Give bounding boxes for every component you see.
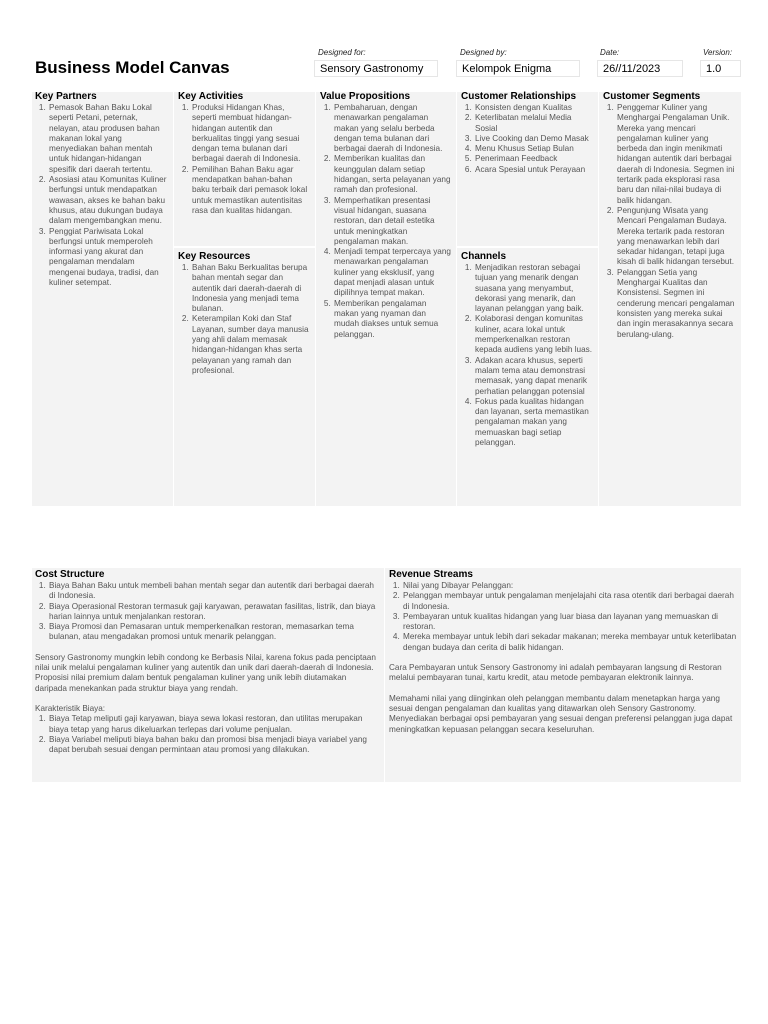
list-item: 3. Biaya Promosi dan Pemasaran untuk memperkenalkan restoran, memasarkan tema bulanan, atau mengadakan promosi untuk menarik pelanggan.: [48, 622, 380, 643]
channels-list: [461, 263, 595, 448]
key-resources-list: [178, 263, 311, 376]
list-item: 4. Menu Khusus Setiap Bulan: [474, 144, 595, 154]
list-item: 2. Pelanggan membayar untuk pengalaman menjelajahi cita rasa otentik dari berbagai daerah di Indonesia.: [402, 591, 737, 612]
value-propositions-list: [320, 103, 453, 340]
list-item: 6. Acara Spesial untuk Perayaan: [474, 165, 595, 175]
key-activities-block: [178, 91, 311, 216]
page-title: Business Model Canvas: [35, 58, 230, 77]
key-partners-title: Key Partners: [35, 91, 97, 102]
customer-segments-title: Customer Segments: [603, 91, 701, 102]
list-item: 2. Keterlibatan melalui Media Sosial: [474, 113, 595, 134]
list-item: 3. Adakan acara khusus, seperti malam tema atau demonstrasi memasak, yang dapat menarik perhatian pelanggan potensial: [474, 356, 595, 397]
customer-segments-list: [603, 103, 737, 340]
list-item: 1. Bahan Baku Berkualitas berupa bahan mentah segar dan autentik dari daerah-daerah di Indonesia yang menjadi tema bulanan.: [191, 263, 311, 314]
list-item: 2. Kolaborasi dengan komunitas kuliner, acara lokal untuk memperkenalkan restoran kepada audiens yang lebih luas.: [474, 314, 595, 355]
column-divider: [173, 92, 174, 506]
list-item: 1. Pembaharuan, dengan menawarkan pengalaman makan yang selalu berbeda dengan tema bulanan dari berbagai daerah di Indonesia.: [333, 103, 453, 154]
cost-structure-title: Cost Structure: [35, 569, 105, 580]
column-divider: [456, 92, 457, 506]
list-item: 2. Biaya Variabel meliputi biaya bahan baku dan promosi bisa menjadi biaya variabel yang dapat berubah sesuai dengan permintaan atau promosi yang dilakukan.: [48, 735, 380, 756]
list-item: 4. Mereka membayar untuk lebih dari sekadar makanan; mereka membayar untuk keterlibatan dengan budaya dan cerita di balik hidangan.: [402, 632, 737, 653]
value-propositions-title: Value Propositions: [320, 91, 411, 102]
revenue-payment-paragraph: Cara Pembayaran untuk Sensory Gastronomy ini adalah pembayaran langsung di Restoran melalui pembayaran tunai, kartu kredit, atau metode pembayaran elektronik lainnya.: [389, 663, 722, 683]
list-item: 2. Biaya Operasional Restoran termasuk gaji karyawan, perawatan fasilitas, listrik, dan biaya harian lainnya untuk menjalankan restoran.: [48, 602, 380, 623]
key-resources-block: [178, 251, 311, 376]
customer-relationships-list: [461, 103, 595, 175]
designed-by-label: Designed by:: [460, 48, 507, 57]
list-item: 3. Pembayaran untuk kualitas hidangan yang luar biasa dan layanan yang memuaskan di restoran.: [402, 612, 737, 633]
list-item: 4. Fokus pada kualitas hidangan dan layanan, serta memastikan pengalaman makan yang memuaskan bagi setiap pelanggan.: [474, 397, 595, 448]
key-activities-title: Key Activities: [178, 91, 244, 102]
list-item: 1. Produksi Hidangan Khas, seperti membuat hidangan-hidangan autentik dan berkualitas tinggi yang sesuai dengan tema bulanan dari berbagai daerah di Indonesia.: [191, 103, 311, 165]
list-item: 3. Penggiat Pariwisata Lokal berfungsi untuk memperoleh informasi yang akurat dan pengalaman mendalam mengenai budaya, tradisi, dan kuliner setempat.: [48, 227, 169, 289]
channels-block: [461, 251, 595, 448]
customer-relationships-block: [461, 91, 595, 175]
list-item: 2. Keterampilan Koki dan Staf Layanan, sumber daya manusia yang ahli dalam memasak hidangan-hidangan khas serta pelayanan yang ramah dan profesional.: [191, 314, 311, 376]
list-item: 1. Konsisten dengan Kualitas: [474, 103, 595, 113]
designed-for-label: Designed for:: [318, 48, 366, 57]
list-item: 2. Pengunjung Wisata yang Mencari Pengalaman Budaya. Mereka tertarik pada restoran yang menawarkan lebih dari sekadar hidangan, tetapi juga kisah di balik hidangan tersebut.: [616, 206, 737, 268]
version-field[interactable]: 1.0: [700, 60, 741, 77]
list-item: 5. Memberikan pengalaman makan yang nyaman dan mudah diakses untuk semua pelanggan.: [333, 299, 453, 340]
list-item: 2. Asosiasi atau Komunitas Kuliner berfungsi untuk mendapatkan wawasan, akses ke bahan baku khusus, atau dukungan budaya dalam mengembangkan menu.: [48, 175, 169, 226]
cost-characteristics-list: [35, 714, 380, 755]
cost-characteristics-label: Karakteristik Biaya:: [35, 703, 106, 713]
list-item: 1. Nilai yang Dibayar Pelanggan:: [402, 581, 737, 591]
channels-title: Channels: [461, 251, 507, 262]
customer-segments-block: [603, 91, 737, 340]
column-divider: [315, 92, 316, 506]
revenue-value-paragraph: Memahami nilai yang diinginkan oleh pelanggan membantu dalam menetapkan harga yang sesuai dengan pengalaman dan kualitas yang ditawarkan oleh Sensory Gastronomy. Menyediakan berbagai opsi pembayaran yang sesuai dengan preferensi pelanggan juga dapat meningkatkan kepuasan pelanggan secara keseluruhan.: [389, 693, 733, 734]
designed-by-field[interactable]: Kelompok Enigma: [456, 60, 580, 77]
key-resources-title: Key Resources: [178, 251, 251, 262]
row-divider: [457, 246, 598, 248]
date-field[interactable]: 26//11/2023: [597, 60, 683, 77]
customer-relationships-title: Customer Relationships: [461, 91, 577, 102]
revenue-streams-title: Revenue Streams: [389, 569, 473, 580]
list-item: 2. Memberikan kualitas dan keunggulan dalam setiap hidangan, serta pelayanan yang ramah dan profesional.: [333, 154, 453, 195]
revenue-streams-block: [389, 569, 737, 735]
cost-structure-list: [35, 581, 380, 643]
list-item: 3. Memperhatikan presentasi visual hidangan, suasana restoran, dan detail estetika untuk meningkatkan pengalaman makan.: [333, 196, 453, 247]
column-divider: [598, 92, 599, 506]
cost-structure-paragraph: Sensory Gastronomy mungkin lebih condong ke Berbasis Nilai, karena fokus pada penciptaan nilai unik melalui pengalaman kuliner yang autentik dan unik dari daerah-daerah di Indonesia. Proposisi nilai premium dalam bentuk pengalaman kuliner yang unik lebih diutamakan daripada menekankan pada struktur biaya yang rendah.: [35, 652, 376, 693]
list-item: 3. Pelanggan Setia yang Menghargai Kualitas dan Konsistensi. Segmen ini cenderung mencari pengalaman konsisten yang mereka sukai dan ingin merasakannya secara berulang-ulang.: [616, 268, 737, 340]
list-item: 3. Live Cooking dan Demo Masak: [474, 134, 595, 144]
column-divider: [384, 568, 385, 782]
list-item: 1. Pemasok Bahan Baku Lokal seperti Petani, peternak, nelayan, atau produsen bahan makanan lokal yang menyediakan bahan mentah untuk hidangan-hidangan spesifik dari daerah tertentu.: [48, 103, 169, 175]
list-item: 1. Penggemar Kuliner yang Menghargai Pengalaman Unik. Mereka yang mencari pengalaman kuliner yang berbeda dan ingin menikmati hidangan autentik dari berbagai daerah di Indonesia. Segmen ini tertarik pada eksplorasi rasa baru dan nilai-nilai budaya di balik hidangan.: [616, 103, 737, 206]
list-item: 1. Menjadikan restoran sebagai tujuan yang menarik dengan suasana yang menyambut, dekorasi yang menarik, dan layanan pelanggan yang baik.: [474, 263, 595, 314]
value-propositions-block: [320, 91, 453, 340]
list-item: 1. Biaya Bahan Baku untuk membeli bahan mentah segar dan autentik dari berbagai daerah di Indonesia.: [48, 581, 380, 602]
row-divider: [174, 246, 315, 248]
list-item: 1. Biaya Tetap meliputi gaji karyawan, biaya sewa lokasi restoran, dan utilitas merupakan biaya tetap yang harus dikeluarkan terlepas dari volume penjualan.: [48, 714, 380, 735]
key-partners-block: [35, 91, 169, 288]
date-label: Date:: [600, 48, 620, 57]
designed-for-field[interactable]: Sensory Gastronomy: [314, 60, 438, 77]
list-item: 5. Penerimaan Feedback: [474, 154, 595, 164]
list-item: 2. Pemilihan Bahan Baku agar mendapatkan bahan-bahan baku terbaik dari pemasok lokal untuk memastikan autentisitas rasa dan kualitas hidangan.: [191, 165, 311, 216]
version-label: Version:: [703, 48, 733, 57]
revenue-streams-list: [389, 581, 737, 653]
list-item: 4. Menjadi tempat terpercaya yang menawarkan pengalaman kuliner yang eksklusif, yang dapat menjadi alasan untuk dipilihnya tempat makan.: [333, 247, 453, 298]
key-partners-list: [35, 103, 169, 288]
cost-structure-block: [35, 569, 380, 755]
key-activities-list: [178, 103, 311, 216]
